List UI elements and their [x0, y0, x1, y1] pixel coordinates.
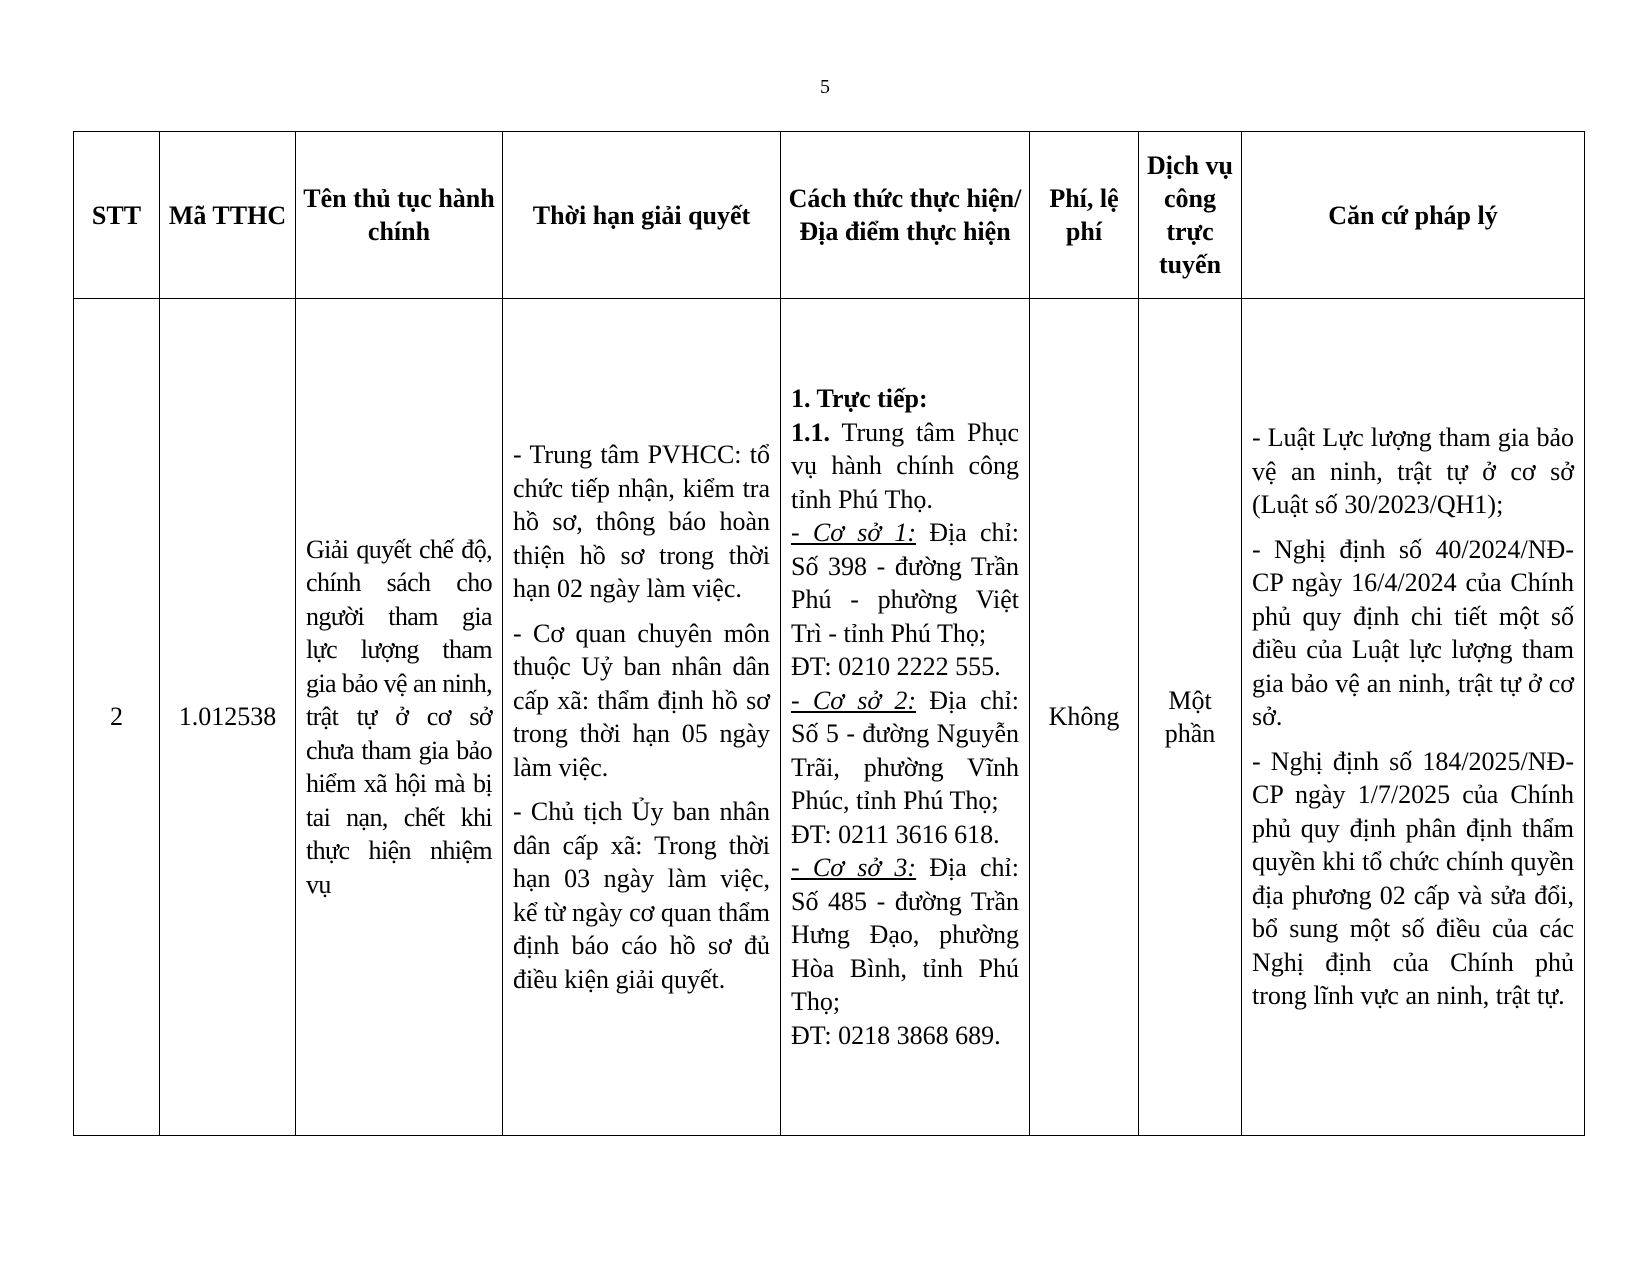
location-3-label: - Cơ sở 3: [791, 853, 917, 882]
cell-procedure-code: 1.012538 [160, 299, 296, 1136]
header-legal-basis: Căn cứ pháp lý [1242, 132, 1585, 299]
header-procedure-name: Tên thủ tục hành chính [296, 132, 503, 299]
procedure-table [73, 131, 1585, 1136]
header-method-location: Cách thức thực hiện/Địa điểm thực hiện [781, 132, 1030, 299]
location-3 [791, 851, 1019, 1019]
header-procedure-code: Mã TTHC [160, 132, 296, 299]
location-1 [791, 516, 1019, 650]
cell-deadline [503, 299, 781, 1136]
header-fee: Phí, lệ phí [1030, 132, 1139, 299]
method-sub-text: Trung tâm Phục vụ hành chính công tỉnh Phú Thọ. [791, 417, 1019, 514]
table-header-row [74, 132, 1585, 299]
deadline-step-3: - Chủ tịch Ủy ban nhân dân cấp xã: Trong thời hạn 03 ngày làm việc, kể từ ngày cơ quan thẩm định báo cáo hồ sơ đủ điều kiện giải quyết. [513, 797, 770, 994]
location-2-phone: ĐT: 0211 3616 618. [791, 819, 1000, 849]
location-2-label: - Cơ sở 2: [791, 685, 917, 715]
cell-fee: Không [1030, 299, 1139, 1136]
location-1-label: - Cơ sở 1: [791, 518, 917, 547]
legal-basis-1: - Luật Lực lượng tham gia bảo vệ an ninh, trật tự ở cơ sở (Luật số 30/2023/QH1); [1252, 423, 1574, 520]
cell-stt: 2 [74, 299, 160, 1136]
deadline-step-1: - Trung tâm PVHCC: tổ chức tiếp nhận, kiểm tra hồ sơ, thông báo hoàn thiện hồ sơ trong thời hạn 02 ngày làm việc. [513, 440, 770, 603]
cell-procedure-name: Giải quyết chế độ, chính sách cho người tham gia lực lượng tham gia bảo vệ an ninh, trật tự ở cơ sở chưa tham gia bảo hiểm xã hội mà bị tai nạn, chết khi thực hiện nhiệm vụ [296, 299, 503, 1136]
header-deadline: Thời hạn giải quyết [503, 132, 781, 299]
page-number: 5 [820, 76, 830, 98]
location-3-address: Địa chỉ: Số 485 - đường Trần Hưng Đạo, phường Hòa Bình, tỉnh Phú Thọ; [791, 853, 1019, 1016]
header-online-service: Dịch vụ công trực tuyến [1139, 132, 1242, 299]
method-center [791, 416, 1019, 517]
cell-method-location [781, 299, 1030, 1136]
cell-online-service: Một phần [1139, 299, 1242, 1136]
legal-basis-3: - Nghị định số 184/2025/NĐ-CP ngày 1/7/2025 của Chính phủ quy định phân định thẩm quyền khi tổ chức chính quyền địa phương 02 cấp và sửa đổi, bổ sung một số điều của các Nghị định của Chính phủ trong lĩnh vực an ninh, trật tự. [1252, 746, 1574, 1011]
location-3-phone: ĐT: 0218 3868 689. [791, 1020, 1001, 1050]
header-stt: STT [74, 132, 160, 299]
location-2 [791, 684, 1019, 818]
table-row [74, 299, 1585, 1136]
method-heading: 1. Trực tiếp: [791, 384, 928, 413]
legal-basis-2: - Nghị định số 40/2024/NĐ-CP ngày 16/4/2024 của Chính phủ quy định chi tiết một số điều của Luật lực lượng tham gia bảo vệ an ninh, trật tự ở cơ sở. [1252, 534, 1574, 732]
location-1-address: Địa chỉ: Số 398 - đường Trần Phú - phường Việt Trì - tỉnh Phú Thọ; [791, 518, 1019, 648]
method-sub-label: 1.1. [791, 417, 830, 447]
cell-legal-basis [1242, 299, 1585, 1136]
deadline-step-2: - Cơ quan chuyên môn thuộc Uỷ ban nhân dân cấp xã: thẩm định hồ sơ trong thời hạn 05 ngày làm việc. [513, 618, 770, 782]
location-1-phone: ĐT: 0210 2222 555. [791, 652, 1001, 681]
location-2-address: Địa chỉ: Số 5 - đường Nguyễn Trãi, phường Vĩnh Phúc, tỉnh Phú Thọ; [791, 685, 1019, 815]
